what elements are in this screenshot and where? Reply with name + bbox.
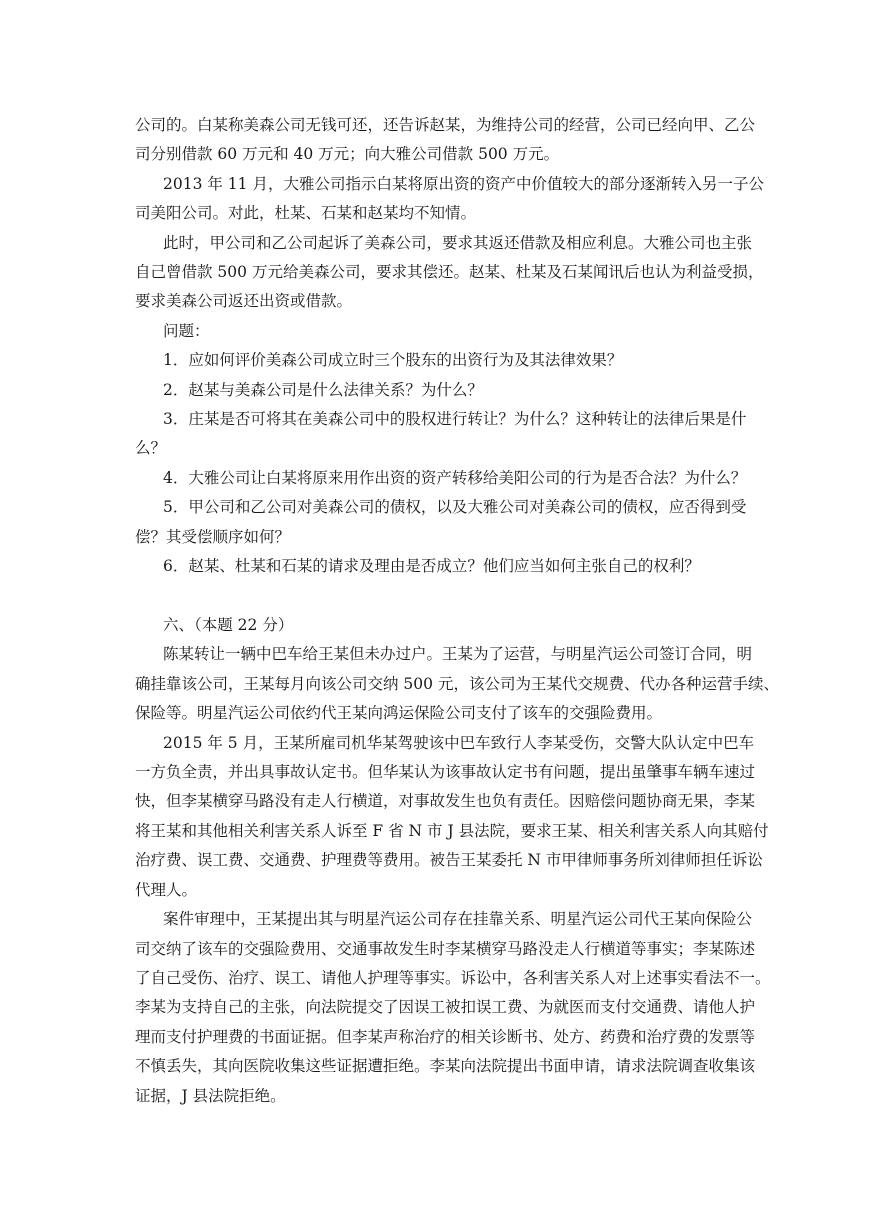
question-item-cont: 么？: [135, 439, 167, 457]
text-line: 陈某转让一辆中巴车给王某但未办过户。王某为了运营，与明星汽运公司签订合同，明: [163, 645, 753, 663]
text-line: 了自己受伤、治疗、误工、请他人护理等事实。诉讼中，各利害关系人对上述事实看法不一。: [135, 969, 771, 987]
question-item: 6．赵某、杜某和石某的请求及理由是否成立？他们应当如何主张自己的权利？: [163, 557, 700, 575]
text-line: 要求美森公司返还出资或借款。: [135, 292, 353, 310]
text-line: 此时，甲公司和乙公司起诉了美森公司，要求其返还借款及相应利息。大雅公司也主张: [163, 234, 753, 252]
question-item: 1．应如何评价美森公司成立时三个股东的出资行为及其法律效果？: [163, 351, 623, 369]
text-line: 证据，J 县法院拒绝。: [135, 1087, 286, 1105]
text-line: 理而支付护理费的书面证据。但李某声称治疗的相关诊断书、处方、药费和治疗费的发票等: [135, 1028, 756, 1046]
text-line: 李某为支持自己的主张，向法院提交了因误工被扣误工费、为就医而支付交通费、请他人护: [135, 998, 756, 1016]
question-item: 4．大雅公司让白某将原来用作出资的资产转移给美阳公司的行为是否合法？为什么？: [163, 469, 747, 487]
text-line: 公司的。白某称美森公司无钱可还，还告诉赵某，为维持公司的经营，公司已经向甲、乙公: [135, 116, 756, 134]
question-item: 3．庄某是否可将其在美森公司中的股权进行转让？为什么？这种转让的法律后果是什: [163, 410, 747, 428]
questions-heading: 问题：: [163, 322, 210, 340]
text-line: 治疗费、误工费、交通费、护理费等费用。被告王某委托 N 市甲律师事务所刘律师担任诉讼: [135, 851, 763, 869]
text-line: 确挂靠该公司，王某每月向该公司交纳 500 元，该公司为王某代交规费、代办各种运营手续、: [135, 675, 779, 693]
text-line: 司交纳了该车的交强险费用、交通事故发生时李某横穿马路没走人行横道等事实；李某陈述: [135, 940, 756, 958]
question-item-cont: 偿？其受偿顺序如何？: [135, 528, 291, 546]
text-line: 不慎丢失，其向医院收集这些证据遭拒绝。李某向法院提出书面申请，请求法院调查收集该: [135, 1057, 756, 1075]
text-line: 代理人。: [135, 881, 198, 899]
text-line: 保险等。明星汽运公司依约代王某向鸿运保险公司支付了该车的交强险费用。: [135, 704, 663, 722]
text-line: 2015 年 5 月，王某所雇司机华某驾驶该中巴车致行人李某受伤，交警大队认定中巴车: [163, 734, 755, 752]
text-line: 2013 年 11 月，大雅公司指示白某将原出资的资产中价值较大的部分逐渐转入另一子公: [163, 175, 764, 193]
text-line: 司美阳公司。对此，杜某、石某和赵某均不知情。: [135, 204, 477, 222]
text-line: 将王某和其他相关利害关系人诉至 F 省 N 市 J 县法院，要求王某、相关利害关系人向其赔付: [135, 822, 769, 840]
question-item: 5．甲公司和乙公司对美森公司的债权，以及大雅公司对美森公司的债权，应否得到受: [163, 498, 747, 516]
text-line: 一方负全责，并出具事故认定书。但华某认为该事故认定书有问题，提出虽肇事车辆车速过: [135, 763, 756, 781]
text-line: 快，但李某横穿马路没有走人行横道，对事故发生也负有责任。因赔偿问题协商无果，李某: [135, 792, 756, 810]
section-heading: 六、（本题 22 分）: [163, 616, 294, 634]
text-line: 自己曾借款 500 万元给美森公司，要求其偿还。赵某、杜某及石某闻讯后也认为利益受损，: [135, 263, 764, 281]
question-item: 2．赵某与美森公司是什么法律关系？为什么？: [163, 381, 483, 399]
text-line: 司分别借款 60 万元和 40 万元；向大雅公司借款 500 万元。: [135, 145, 560, 163]
text-line: 案件审理中，王某提出其与明星汽运公司存在挂靠关系、明星汽运公司代王某向保险公: [163, 910, 753, 928]
